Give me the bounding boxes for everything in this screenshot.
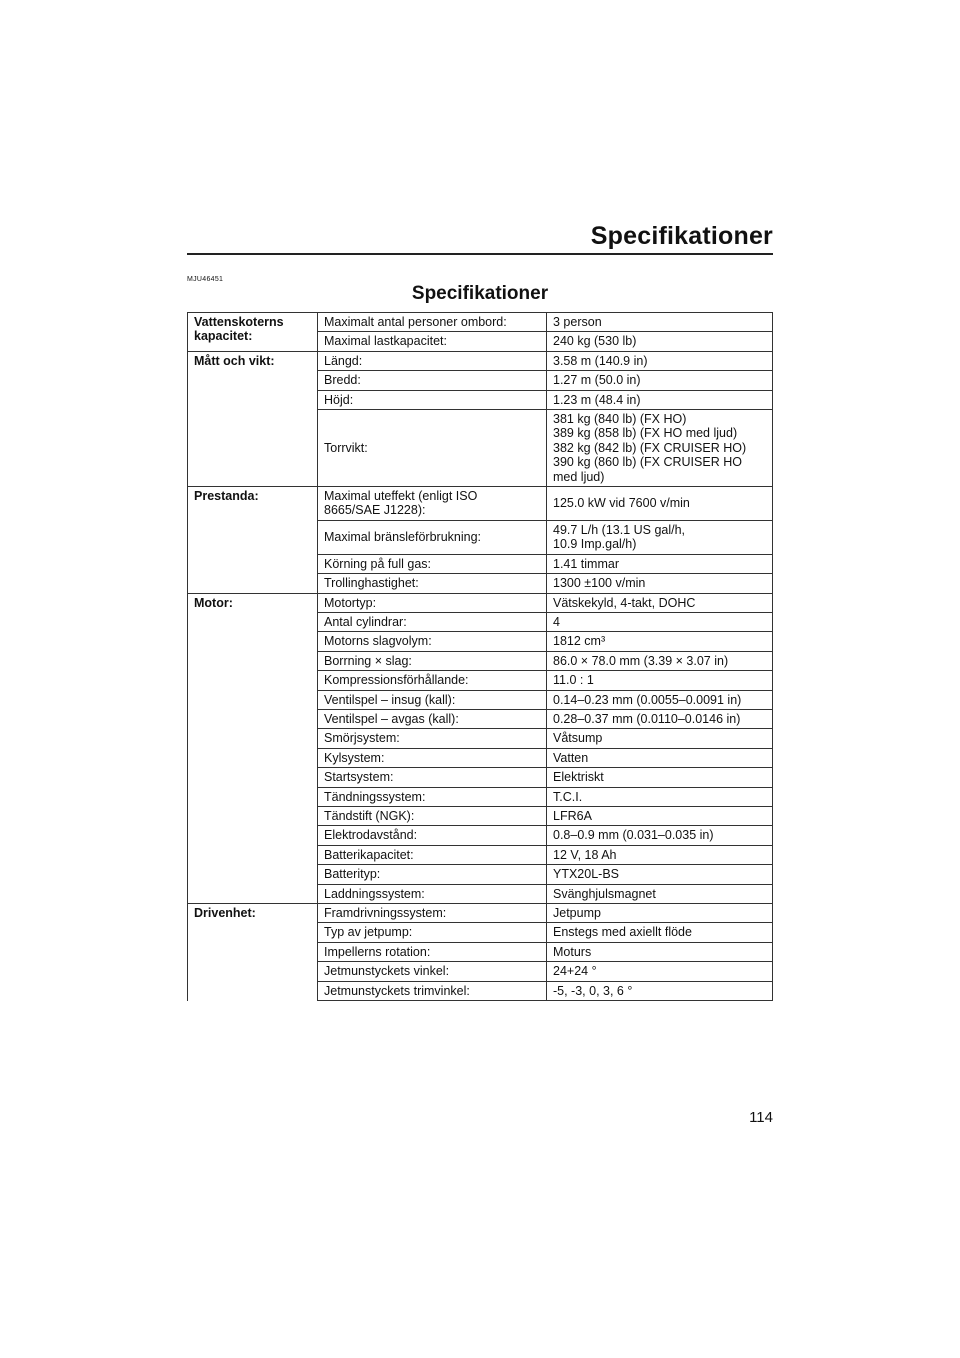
- spec-value: 12 V, 18 Ah: [547, 845, 773, 864]
- category-label: Drivenhet:: [188, 904, 318, 1001]
- spec-label: Startsystem:: [318, 768, 547, 787]
- table-row: [188, 904, 773, 923]
- spec-value: 125.0 kW vid 7600 v/min: [547, 487, 773, 521]
- spec-value: Enstegs med axiellt flöde: [547, 923, 773, 942]
- spec-value: Vätskekyld, 4-takt, DOHC: [547, 593, 773, 612]
- spec-value: 1.41 timmar: [547, 554, 773, 573]
- spec-label: Bredd:: [318, 371, 547, 390]
- spec-value: 86.0 × 78.0 mm (3.39 × 3.07 in): [547, 651, 773, 670]
- spec-label: Impellerns rotation:: [318, 942, 547, 961]
- category-label: Prestanda:: [188, 487, 318, 593]
- spec-value: Vatten: [547, 748, 773, 767]
- table-row: [188, 487, 773, 521]
- spec-value: 1812 cm³: [547, 632, 773, 651]
- spec-label: Körning på full gas:: [318, 554, 547, 573]
- spec-value: 3 person: [547, 313, 773, 332]
- spec-value: LFR6A: [547, 806, 773, 825]
- spec-label: Kylsystem:: [318, 748, 547, 767]
- spec-value: 4: [547, 612, 773, 631]
- category-label: Mått och vikt:: [188, 351, 318, 486]
- spec-value: Svänghjulsmagnet: [547, 884, 773, 903]
- section-title: Specifikationer: [411, 283, 549, 304]
- spec-label: Tändstift (NGK):: [318, 806, 547, 825]
- spec-label: Trollinghastighet:: [318, 574, 547, 593]
- spec-label: Maximalt antal personer ombord:: [318, 313, 547, 332]
- spec-label: Torrvikt:: [318, 410, 547, 487]
- spec-value: Våtsump: [547, 729, 773, 748]
- spec-label: Kompressionsförhållande:: [318, 671, 547, 690]
- spec-label: Antal cylindrar:: [318, 612, 547, 631]
- spec-value: Moturs: [547, 942, 773, 961]
- spec-label: Ventilspel – avgas (kall):: [318, 709, 547, 728]
- spec-value: YTX20L-BS: [547, 865, 773, 884]
- spec-label: Borrning × slag:: [318, 651, 547, 670]
- spec-label: Batterikapacitet:: [318, 845, 547, 864]
- spec-value: 1.27 m (50.0 in): [547, 371, 773, 390]
- spec-label: Typ av jetpump:: [318, 923, 547, 942]
- specifications-table-body: [188, 313, 773, 1001]
- spec-label: Längd:: [318, 351, 547, 370]
- spec-label: Batterityp:: [318, 865, 547, 884]
- reference-code: MJU46451: [187, 276, 224, 283]
- spec-value: 3.58 m (140.9 in): [547, 351, 773, 370]
- spec-label: Elektrodavstånd:: [318, 826, 547, 845]
- spec-value: 381 kg (840 lb) (FX HO) 389 kg (858 lb) (FX HO med ljud) 382 kg (842 lb) (FX CRUISER HO) 390 kg (860 lb) (FX CRUISER HO med ljud): [547, 410, 773, 487]
- spec-value: 0.14–0.23 mm (0.0055–0.0091 in): [547, 690, 773, 709]
- spec-value: 1.23 m (48.4 in): [547, 390, 773, 409]
- spec-label: Smörjsystem:: [318, 729, 547, 748]
- spec-value: 0.28–0.37 mm (0.0110–0.0146 in): [547, 709, 773, 728]
- spec-label: Maximal uteffekt (enligt ISO 8665/SAE J1228):: [318, 487, 547, 521]
- spec-value: 49.7 L/h (13.1 US gal/h, 10.9 Imp.gal/h): [547, 520, 773, 554]
- spec-label: Ventilspel – insug (kall):: [318, 690, 547, 709]
- spec-label: Jetmunstyckets trimvinkel:: [318, 981, 547, 1000]
- page-header-title: Specifikationer: [590, 222, 773, 250]
- spec-label: Laddningssystem:: [318, 884, 547, 903]
- table-row: [188, 593, 773, 612]
- table-row: [188, 351, 773, 370]
- spec-value: T.C.I.: [547, 787, 773, 806]
- page-number: 114: [749, 1109, 773, 1126]
- spec-label: Tändningssystem:: [318, 787, 547, 806]
- category-label: Vattenskoterns kapacitet:: [188, 313, 318, 352]
- spec-label: Framdrivningssystem:: [318, 904, 547, 923]
- spec-label: Jetmunstyckets vinkel:: [318, 962, 547, 981]
- table-row: [188, 313, 773, 332]
- spec-label: Maximal lastkapacitet:: [318, 332, 547, 351]
- spec-value: 0.8–0.9 mm (0.031–0.035 in): [547, 826, 773, 845]
- category-label: Motor:: [188, 593, 318, 904]
- spec-value: -5, -3, 0, 3, 6 °: [547, 981, 773, 1000]
- spec-value: Elektriskt: [547, 768, 773, 787]
- spec-label: Höjd:: [318, 390, 547, 409]
- spec-value: 11.0 : 1: [547, 671, 773, 690]
- spec-value: 240 kg (530 lb): [547, 332, 773, 351]
- header-rule: [187, 253, 773, 255]
- spec-value: Jetpump: [547, 904, 773, 923]
- spec-value: 1300 ±100 v/min: [547, 574, 773, 593]
- spec-label: Motorns slagvolym:: [318, 632, 547, 651]
- spec-label: Motortyp:: [318, 593, 547, 612]
- specifications-table: [187, 312, 773, 1001]
- spec-label: Maximal bränsleförbrukning:: [318, 520, 547, 554]
- spec-value: 24+24 °: [547, 962, 773, 981]
